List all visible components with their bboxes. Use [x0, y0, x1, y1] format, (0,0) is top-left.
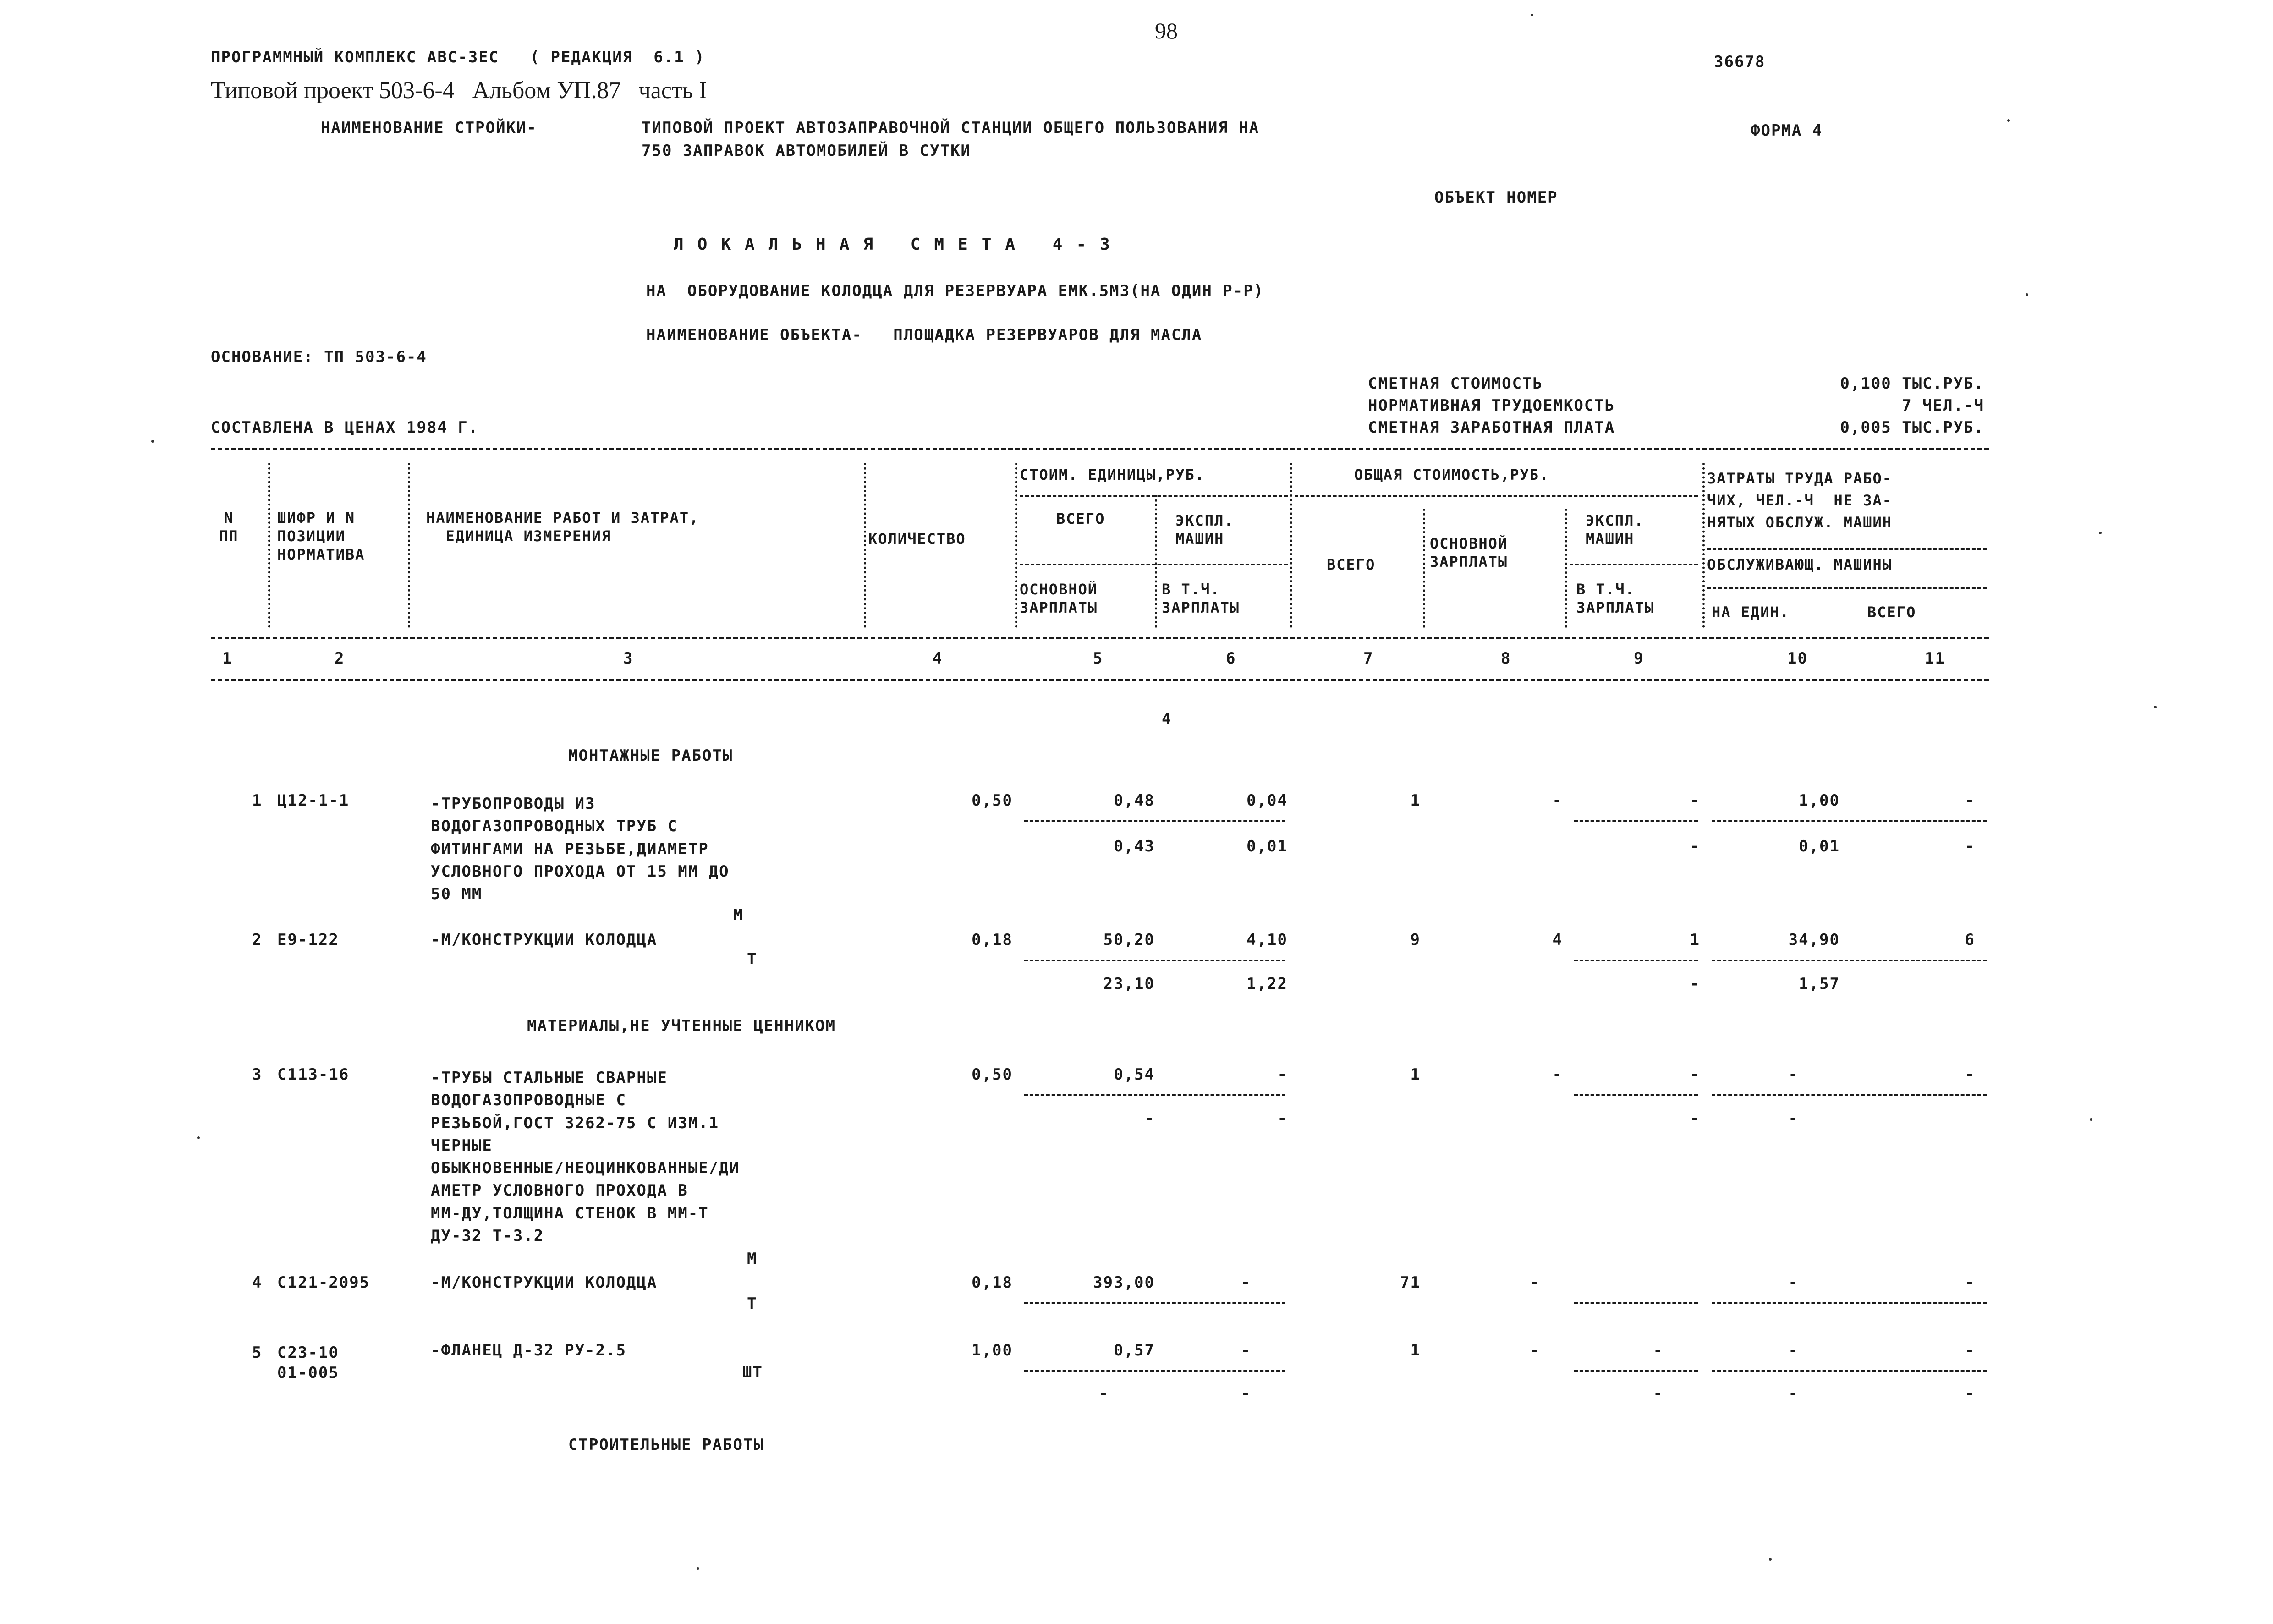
row-unit-base: - — [1098, 1384, 1109, 1403]
row-rule — [1024, 1302, 1285, 1304]
doc-code: 36678 — [1714, 53, 1766, 71]
row-labor-total: - — [1965, 791, 1975, 810]
scan-speck — [1531, 14, 1533, 16]
header-total-all: ВСЕГО — [1327, 556, 1376, 573]
header-total-cost: ОБЩАЯ СТОИМОСТЬ,РУБ. — [1354, 466, 1549, 483]
header-bottom-rule — [211, 679, 1989, 681]
row-total-mach: - — [1690, 791, 1700, 810]
header-labor-sub: ОБСЛУЖИВАЮЩ. МАШИНЫ — [1707, 556, 1893, 573]
row-total-mach: - — [1653, 1341, 1664, 1360]
header-code: ШИФР И N ПОЗИЦИИ НОРМАТИВА — [277, 509, 365, 563]
header-rule — [1707, 548, 1987, 550]
scan-speck — [2099, 532, 2102, 534]
row-number: 4 — [252, 1273, 263, 1292]
col-sep — [268, 463, 270, 628]
row-rule — [1024, 960, 1285, 961]
scan-speck — [2090, 1118, 2092, 1121]
row-unit-total: 0,48 — [1114, 791, 1155, 810]
row-labor-unit: - — [1788, 1273, 1799, 1292]
header-total-mach: ЭКСПЛ. МАШИН — [1586, 512, 1644, 548]
scan-speck — [197, 1136, 200, 1139]
row-rule — [1574, 960, 1698, 961]
col-number: 10 — [1787, 649, 1808, 668]
header-unit-mach: ЭКСПЛ. МАШИН — [1175, 512, 1234, 548]
header-name: НАИМЕНОВАНИЕ РАБОТ И ЗАТРАТ, ЕДИНИЦА ИЗМЕРЕНИЯ — [426, 509, 699, 545]
row-code: С121-2095 — [277, 1273, 370, 1292]
row-name: -М/КОНСТРУКЦИИ КОЛОДЦА — [431, 931, 658, 949]
row-code: С113-16 — [277, 1065, 350, 1084]
row-rule — [1574, 1094, 1698, 1096]
section-heading-materials: МАТЕРИАЛЫ,НЕ УЧТЕННЫЕ ЦЕННИКОМ — [527, 1017, 836, 1035]
row-labor-sub-total: - — [1965, 1384, 1975, 1403]
col-sep — [1702, 463, 1705, 628]
row-unit-total: 0,54 — [1114, 1065, 1155, 1084]
row-labor-unit: - — [1788, 1065, 1799, 1084]
col-number: 6 — [1226, 649, 1236, 668]
row-total-mach: 1 — [1690, 931, 1700, 949]
row-rule — [1024, 1094, 1285, 1096]
row-name: -ФЛАНЕЦ Д-32 РУ-2.5 — [431, 1341, 626, 1360]
row-labor-unit: - — [1788, 1341, 1799, 1360]
header-labor-total: ВСЕГО — [1867, 604, 1916, 621]
row-total-mach-z: - — [1690, 837, 1700, 856]
row-unit-mach-z: - — [1277, 1109, 1288, 1128]
row-unit-base: 23,10 — [1103, 975, 1155, 993]
row-rule — [1712, 820, 1987, 822]
row-total-base: - — [1552, 1065, 1563, 1084]
row-rule — [1024, 1370, 1285, 1372]
row-total-mach-z: - — [1690, 1109, 1700, 1128]
summary-value-labor: 7 ЧЕЛ.-Ч — [1902, 396, 1984, 415]
row-total-base: - — [1552, 791, 1563, 810]
row-labor-sub: 0,01 — [1799, 837, 1840, 856]
basis: ОСНОВАНИЕ: ТП 503-6-4 — [211, 348, 427, 366]
col-sep — [1290, 463, 1292, 628]
row-code: Ц12-1-1 — [277, 791, 350, 810]
row-code: Е9-122 — [277, 931, 339, 949]
row-rule — [1574, 1302, 1698, 1304]
row-total-mach-z: - — [1690, 975, 1700, 993]
prices-note: СОСТАВЛЕНА В ЦЕНАХ 1984 Г. — [211, 418, 479, 437]
row-rule — [1712, 1302, 1987, 1304]
row-unit-mach: 4,10 — [1246, 931, 1288, 949]
col-number: 7 — [1363, 649, 1374, 668]
scan-speck — [697, 1567, 699, 1570]
col-number: 2 — [335, 649, 345, 668]
row-unit-mach-z: 0,01 — [1246, 837, 1288, 856]
header-bottom-rule — [211, 637, 1989, 639]
row-name: -ТРУБЫ СТАЛЬНЫЕ СВАРНЫЕ ВОДОГАЗОПРОВОДНЫЕ С РЕЗЬБОЙ,ГОСТ 3262-75 С ИЗМ.1 ЧЕРНЫЕ ОБЫКНОВЕННЫЕ/НЕОЦИНКОВАННЫЕ/ДИ АМЕТР УСЛОВНОГО ПРОХОДА В ММ-ДУ,ТОЛЩИНА СТЕНОК В ММ-Т ДУ-32 Т-3.2 — [431, 1069, 740, 1245]
row-total-base: 4 — [1552, 931, 1563, 949]
row-name: -М/КОНСТРУКЦИИ КОЛОДЦА — [431, 1273, 658, 1292]
col-sep — [408, 463, 410, 628]
row-unit-mach-z: 1,22 — [1246, 975, 1288, 993]
header-unit-cost: СТОИМ. ЕДИНИЦЫ,РУБ. — [1020, 466, 1205, 483]
row-labor-sub: 1,57 — [1799, 975, 1840, 993]
row-unit-mach: - — [1241, 1273, 1251, 1292]
build-label: НАИМЕНОВАНИЕ СТРОЙКИ- — [321, 119, 537, 137]
row-total: 1 — [1410, 1341, 1421, 1360]
header-rule — [1707, 587, 1987, 589]
row-total-mach: - — [1690, 1065, 1700, 1084]
row-labor-sub-total: - — [1965, 837, 1975, 856]
col-number: 4 — [933, 649, 943, 668]
summary-value-cost: 0,100 ТЫС.РУБ. — [1840, 374, 1984, 393]
project-title: Типовой проект 503-6-4 Альбом УП.87 часть I — [211, 77, 707, 104]
header-n: N ПП — [219, 509, 239, 545]
header-rule — [1295, 495, 1698, 497]
row-rule — [1712, 1094, 1987, 1096]
row-rule — [1574, 820, 1698, 822]
estimate-subject: НА ОБОРУДОВАНИЕ КОЛОДЦА ДЛЯ РЕЗЕРВУАРА ЕМК.5М3(НА ОДИН Р-Р) — [646, 282, 1264, 300]
row-number: 2 — [252, 931, 263, 949]
row-name: -ТРУБОПРОВОДЫ ИЗ ВОДОГАЗОПРОВОДНЫХ ТРУБ С ФИТИНГАМИ НА РЕЗЬБЕ,ДИАМЕТР УСЛОВНОГО ПРОХОДА ОТ 15 ММ ДО 50 ММ — [431, 795, 730, 904]
col-sep — [864, 463, 866, 628]
row-unit-total: 393,00 — [1093, 1273, 1155, 1292]
col-sep — [1565, 509, 1567, 628]
row-unit: Т — [747, 950, 758, 968]
summary-label-labor: НОРМАТИВНАЯ ТРУДОЕМКОСТЬ — [1368, 396, 1615, 415]
row-total-mach-z: - — [1653, 1384, 1664, 1403]
col-number: 3 — [623, 649, 634, 668]
row-number: 5 — [252, 1344, 263, 1362]
header-rule — [1020, 495, 1288, 497]
row-total-base: - — [1529, 1341, 1540, 1360]
row-unit-mach: - — [1277, 1065, 1288, 1084]
col-number: 9 — [1634, 649, 1644, 668]
section-mark: 4 — [1162, 710, 1172, 728]
row-labor-unit: 1,00 — [1799, 791, 1840, 810]
section-heading-building: СТРОИТЕЛЬНЫЕ РАБОТЫ — [568, 1436, 764, 1454]
row-unit-total: 0,57 — [1114, 1341, 1155, 1360]
row-total-base: - — [1529, 1273, 1540, 1292]
row-total: 71 — [1400, 1273, 1421, 1292]
row-unit: М — [747, 1250, 758, 1268]
scan-speck — [2007, 119, 2010, 122]
row-unit-total: 50,20 — [1103, 931, 1155, 949]
row-unit-base: - — [1144, 1109, 1155, 1128]
row-unit-base: 0,43 — [1114, 837, 1155, 856]
header-rule — [1570, 564, 1698, 565]
row-code: С23-10 01-005 — [277, 1344, 339, 1383]
summary-value-wage: 0,005 ТЫС.РУБ. — [1840, 418, 1984, 437]
scan-speck — [1769, 1558, 1772, 1561]
row-unit: Т — [747, 1295, 758, 1313]
row-rule — [1712, 960, 1987, 961]
row-number: 1 — [252, 791, 263, 810]
row-unit: М — [733, 906, 744, 924]
row-labor-sub: - — [1788, 1384, 1799, 1403]
row-labor-unit: 34,90 — [1788, 931, 1840, 949]
summary-label-cost: СМЕТНАЯ СТОИМОСТЬ — [1368, 374, 1543, 393]
row-total: 1 — [1410, 1065, 1421, 1084]
row-qty: 0,18 — [972, 1273, 1013, 1292]
row-rule — [1574, 1370, 1698, 1372]
header-unit-base: ОСНОВНОЙ ЗАРПЛАТЫ — [1020, 581, 1098, 616]
scan-speck — [2154, 706, 2157, 708]
build-line-1: ТИПОВОЙ ПРОЕКТ АВТОЗАПРАВОЧНОЙ СТАНЦИИ ОБЩЕГО ПОЛЬЗОВАНИЯ НА — [642, 119, 1260, 137]
row-labor-sub: - — [1788, 1109, 1799, 1128]
row-qty: 0,50 — [972, 791, 1013, 810]
row-total: 9 — [1410, 931, 1421, 949]
object-name: НАИМЕНОВАНИЕ ОБЪЕКТА- ПЛОЩАДКА РЕЗЕРВУАРОВ ДЛЯ МАСЛА — [646, 326, 1202, 344]
row-labor-total: 6 — [1965, 931, 1975, 949]
summary-label-wage: СМЕТНАЯ ЗАРАБОТНАЯ ПЛАТА — [1368, 418, 1615, 437]
row-labor-total: - — [1965, 1273, 1975, 1292]
scan-speck — [151, 440, 154, 443]
row-unit-mach: 0,04 — [1246, 791, 1288, 810]
row-qty: 0,50 — [972, 1065, 1013, 1084]
object-number: ОБЪЕКТ НОМЕР — [1434, 188, 1558, 207]
header-unit-total: ВСЕГО — [1056, 510, 1105, 527]
header-unit-mach-sub: В Т.Ч. ЗАРПЛАТЫ — [1162, 581, 1240, 616]
estimate-title: ЛОКАЛЬНАЯ СМЕТА 4-3 — [674, 235, 1124, 254]
row-labor-total: - — [1965, 1065, 1975, 1084]
row-unit: ШТ — [742, 1363, 763, 1382]
scan-speck — [2026, 293, 2028, 296]
header-total-mach-sub: В Т.Ч. ЗАРПЛАТЫ — [1576, 581, 1655, 616]
col-sep — [1015, 463, 1017, 628]
header-labor: ЗАТРАТЫ ТРУДА РАБО- ЧИХ, ЧЕЛ.-Ч НЕ ЗА- НЯТЫХ ОБСЛУЖ. МАШИН — [1707, 470, 1893, 531]
page-number: 98 — [1155, 18, 1178, 44]
row-rule — [1024, 820, 1285, 822]
row-labor-total: - — [1965, 1341, 1975, 1360]
section-heading-montage: МОНТАЖНЫЕ РАБОТЫ — [568, 746, 733, 765]
row-qty: 0,18 — [972, 931, 1013, 949]
header-qty: КОЛИЧЕСТВО — [868, 530, 966, 548]
row-rule — [1712, 1370, 1987, 1372]
form-label: ФОРМА 4 — [1751, 121, 1823, 140]
row-qty: 1,00 — [972, 1341, 1013, 1360]
header-rule — [1020, 564, 1288, 565]
table-top-rule — [211, 448, 1989, 450]
col-number: 11 — [1925, 649, 1945, 668]
col-number: 5 — [1093, 649, 1104, 668]
col-number: 1 — [222, 649, 233, 668]
software-title: ПРОГРАММНЫЙ КОМПЛЕКС АВС-3ЕС ( РЕДАКЦИЯ 6.1 ) — [211, 48, 705, 66]
col-sep — [1155, 495, 1157, 628]
row-total: 1 — [1410, 791, 1421, 810]
row-number: 3 — [252, 1065, 263, 1084]
build-line-2: 750 ЗАПРАВОК АВТОМОБИЛЕЙ В СУТКИ — [642, 142, 972, 160]
header-labor-unit: НА ЕДИН. — [1712, 604, 1790, 621]
col-sep — [1423, 509, 1425, 628]
header-total-base: ОСНОВНОЙ ЗАРПЛАТЫ — [1430, 535, 1508, 571]
col-number: 8 — [1501, 649, 1511, 668]
row-unit-mach: - — [1241, 1341, 1251, 1360]
row-unit-mach-z: - — [1241, 1384, 1251, 1403]
